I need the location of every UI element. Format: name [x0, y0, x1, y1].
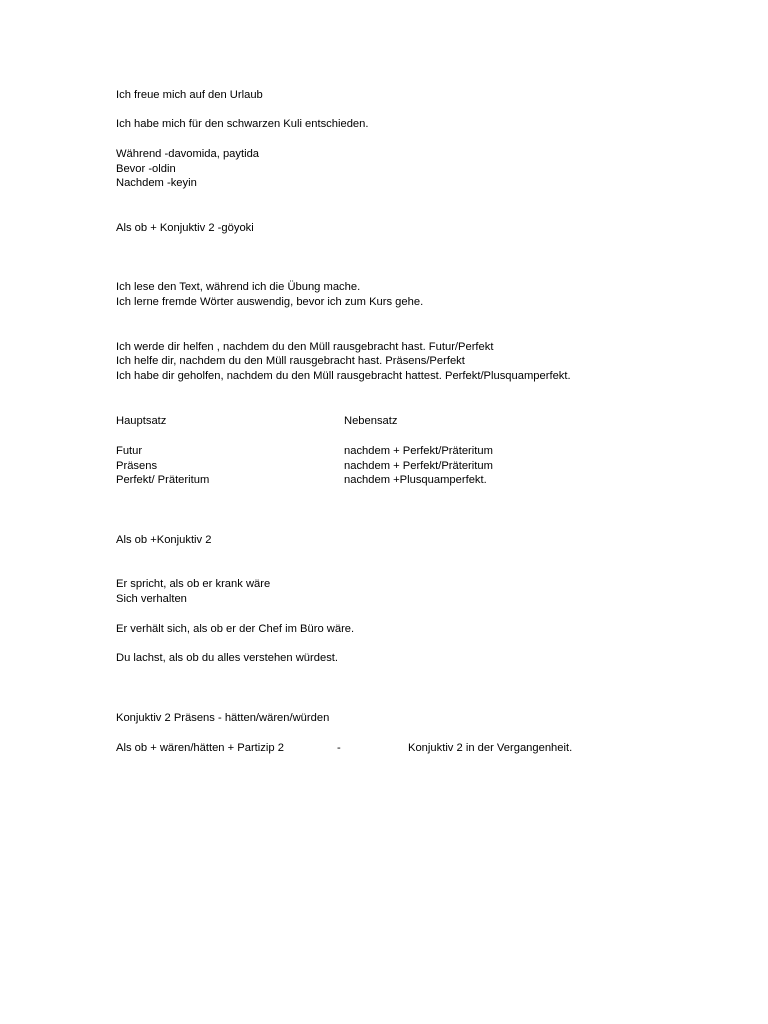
last-line-left: Als ob + wären/hätten + Partizip 2: [116, 742, 284, 754]
text-line: Sich verhalten: [116, 593, 187, 605]
text-line: Als ob +Konjuktiv 2: [116, 534, 212, 546]
table-cell-left: Futur: [116, 445, 143, 457]
text-line: Nachdem -keyin: [116, 177, 197, 189]
table-cell-left: Perfekt/ Präteritum: [116, 474, 210, 486]
table-cell-right: nachdem + Perfekt/Präteritum: [344, 460, 493, 472]
last-line-right: Konjuktiv 2 in der Vergangenheit.: [408, 742, 573, 754]
text-line: Während -davomida, paytida: [116, 148, 260, 160]
table-cell-left: Präsens: [116, 460, 158, 472]
text-line: Als ob + Konjuktiv 2 -göyoki: [116, 222, 254, 234]
text-line: Ich lerne fremde Wörter auswendig, bevor ich zum Kurs gehe.: [116, 296, 424, 308]
text-line: Du lachst, als ob du alles verstehen würdest.: [116, 652, 339, 664]
last-line-dash: -: [337, 742, 341, 754]
text-line: Bevor -oldin: [116, 163, 176, 175]
table-header-nebensatz: Nebensatz: [344, 415, 398, 427]
text-line: Ich habe mich für den schwarzen Kuli entschieden.: [116, 118, 369, 130]
text-line: Er spricht, als ob er krank wäre: [116, 578, 271, 590]
text-line: Konjuktiv 2 Präsens - hätten/wären/würden: [116, 712, 330, 724]
text-line: Ich habe dir geholfen, nachdem du den Müll rausgebracht hattest. Perfekt/Plusquamperfekt.: [116, 370, 571, 382]
table-cell-right: nachdem +Plusquamperfekt.: [344, 474, 487, 486]
text-line: Ich werde dir helfen , nachdem du den Müll rausgebracht hast. Futur/Perfekt: [116, 341, 494, 353]
text-line: Er verhält sich, als ob er der Chef im Büro wäre.: [116, 623, 355, 635]
table-cell-right: nachdem + Perfekt/Präteritum: [344, 445, 493, 457]
text-line: Ich helfe dir, nachdem du den Müll rausgebracht hast. Präsens/Perfekt: [116, 355, 465, 367]
table-header-hauptsatz: Hauptsatz: [116, 415, 167, 427]
text-line: Ich lese den Text, während ich die Übung mache.: [116, 281, 361, 293]
text-line: Ich freue mich auf den Urlaub: [116, 89, 263, 101]
